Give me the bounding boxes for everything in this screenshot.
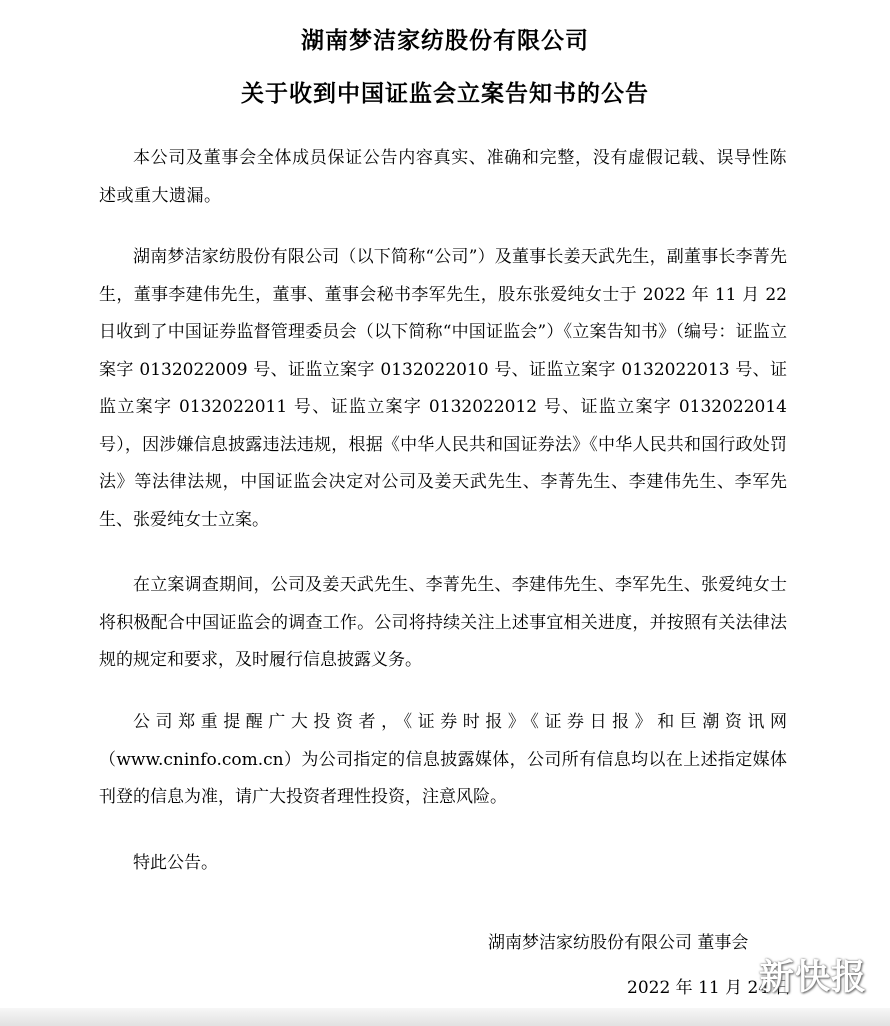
investor-reminder-paragraph: 公司郑重提醒广大投资者，《证券时报》《证券日报》和巨潮资讯网（www.cninfo.com.cn）为公司指定的信息披露媒体，公司所有信息均以在上述指定媒体刊登的信息为准，请广大投资者理性投资，注意风险。 [99,712,787,807]
announcement-subject-title: 关于收到中国证监会立案告知书的公告 [241,81,649,107]
case-filing-paragraph: 湖南梦洁家纺股份有限公司（以下简称“公司”）及董事长姜天武先生，副董事长李菁先生，董事李建伟先生，董事、董事会秘书李军先生，股东张爱纯女士于 2022 年 11 月 22 日收到了中国证券监督管理委员会（以下简称“中国证监会”）《立案告知书》（编号：证监立案字 0132022009 号、证监立案字 0132022010 号、证监立案字 0132022013 号、证监立案字 0132022011 号、证监立案字 0132022012 号、证监立案字 0132022014 号），因涉嫌信息披露违法违规，根据《中华人民共和国证券法》《中华人民共和国行政处罚法》等法律法规，中国证监会决定对公司及姜天武先生、李菁先生、李建伟先生、李军先生、张爱纯女士立案。 [99,247,787,530]
closing-paragraph: 特此公告。 [133,853,218,873]
signature-board: 湖南梦洁家纺股份有限公司 董事会 [488,933,749,953]
newspaper-watermark-logo: 新快报 [759,958,868,998]
cooperation-paragraph: 在立案调查期间，公司及姜天武先生、李菁先生、李建伟先生、李军先生、张爱纯女士将积极配合中国证监会的调查工作。公司将持续关注上述事宜相关进度，并按照有关法律法规的规定和要求，及时履行信息披露义务。 [99,575,787,670]
disclaimer-paragraph: 本公司及董事会全体成员保证公告内容真实、准确和完整，没有虚假记载、误导性陈述或重大遗漏。 [99,148,787,206]
watermark-strip [0,1008,890,1026]
announcement-company-title: 湖南梦洁家纺股份有限公司 [301,28,589,54]
announcement-date: 2022 年 11 月 24 日 [627,978,792,998]
